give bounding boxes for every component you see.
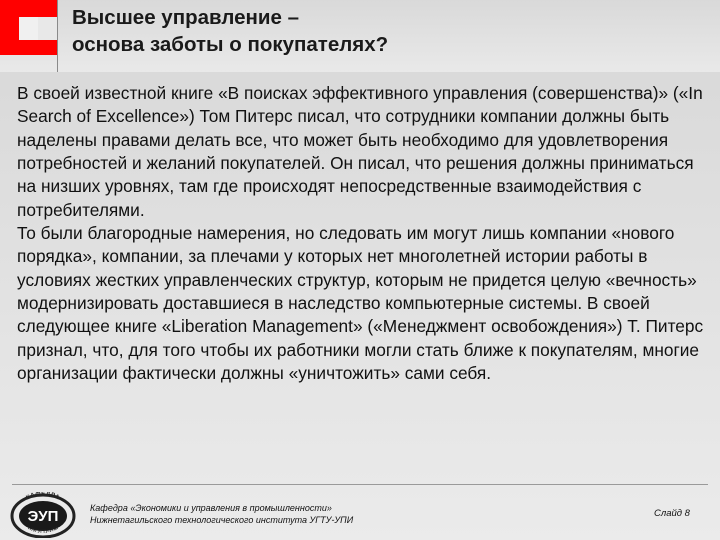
department-logo-icon: [8, 492, 78, 538]
logo-letters: ЭУП: [27, 508, 59, 525]
footer-divider: [12, 484, 708, 485]
title-divider: [57, 0, 58, 72]
corner-logo-notch-inner: [38, 17, 57, 40]
body-paragraph-1: В своей известной книге «В поисках эффективного управления (совершенства)» («In Search of Excellence») Том Питерс писал, что сотрудники компании должны быть наделены правами делать все, что может быть необходимо для удовлетворения потребностей и желаний покупателей. Он писал, что решения должны приниматься на низших уровнях, там где происходят непосредственные взаимодействия с потребителями.: [17, 83, 703, 220]
slide-title-line-2: основа заботы о покупателях?: [72, 33, 389, 56]
footer-department: [90, 503, 510, 526]
body-paragraph-2: То были благородные намерения, но следовать им могут лишь компании «нового порядка», компании, за плечами у которых нет многолетней истории работы в условиях жестких управленческих структур, которым не придется целую «вечность» модернизировать доставшиеся в наследство компьютерные системы. В своей следующее книге «Liberation Management» («Менеджмент освобождения») Т. Питерс признал, что, для того чтобы их работники могли стать ближе к покупателям, многие организации фактически должны «уничтожить» сами себя.: [17, 223, 704, 384]
logo-top-text: КАФЕДРА: [25, 492, 61, 502]
footer-department-line-1: Кафедра «Экономики и управления в промышленности»: [90, 503, 332, 513]
slide-number: Слайд 8: [654, 508, 690, 519]
slide-body: [17, 82, 707, 385]
slide-title-line-1: Высшее управление –: [72, 6, 299, 29]
logo-bottom-text: НТИ УГТУ-УПИ: [27, 525, 59, 534]
slide-title: [72, 4, 692, 58]
footer-department-line-2: Нижнетагильского технологического института УГТУ-УПИ: [90, 514, 354, 525]
